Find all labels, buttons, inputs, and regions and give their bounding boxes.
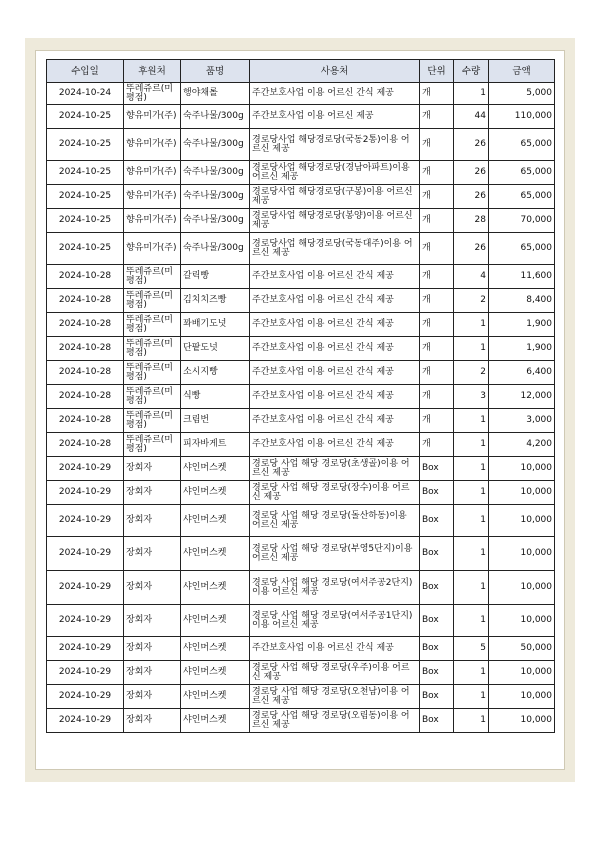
table-cell-item: 숙주나물/300g [181, 185, 250, 209]
table-cell-quantity: 1 [454, 457, 489, 481]
table-cell-usage: 경로당사업 해당경로당(봉양)이용 어르신 제공 [250, 209, 420, 233]
table-cell-usage: 경로당 사업 해당 경로당(여서주공1단지)이용 어르신 제공 [250, 605, 420, 637]
table-cell-amount: 6,400 [489, 361, 555, 385]
table-cell-donor: 뚜레쥬르(미평점) [124, 385, 181, 409]
table-cell-donor: 향유미가(주) [124, 105, 181, 129]
table-cell-item: 피자바게트 [181, 433, 250, 457]
table-cell-amount: 10,000 [489, 481, 555, 505]
table-cell-usage: 주간보호사업 이용 어르신 간식 제공 [250, 265, 420, 289]
table-cell-donor: 장회자 [124, 457, 181, 481]
table-cell-unit: 개 [420, 337, 454, 361]
table-cell-quantity: 1 [454, 571, 489, 605]
table-row [47, 505, 555, 537]
table-cell-quantity: 1 [454, 537, 489, 571]
table-cell-quantity: 1 [454, 661, 489, 685]
table-cell-date: 2024-10-25 [47, 233, 124, 265]
table-row [47, 105, 555, 129]
table-cell-quantity: 1 [454, 481, 489, 505]
table-row [47, 409, 555, 433]
table-cell-usage: 경로당사업 해당경로당(국동대주)이용 어르신 제공 [250, 233, 420, 265]
table-cell-date: 2024-10-29 [47, 685, 124, 709]
table-cell-item: 숙주나물/300g [181, 233, 250, 265]
table-cell-amount: 4,200 [489, 433, 555, 457]
header-amount: 금액 [489, 60, 555, 83]
table-cell-usage: 경로당 사업 해당 경로당(오천남)이용 어르신 제공 [250, 685, 420, 709]
table-cell-unit: Box [420, 709, 454, 733]
table-cell-usage: 경로당 사업 해당 경로당(돌산하동)이용 어르신 제공 [250, 505, 420, 537]
table-cell-usage: 경로당 사업 해당 경로당(부영5단지)이용 어르신 제공 [250, 537, 420, 571]
table-cell-item: 샤인머스켓 [181, 537, 250, 571]
header-date: 수입일 [47, 60, 124, 83]
table-cell-usage: 주간보호사업 이용 어르신 간식 제공 [250, 289, 420, 313]
table-cell-item: 식빵 [181, 385, 250, 409]
table-header-row [47, 60, 555, 83]
table-cell-amount: 12,000 [489, 385, 555, 409]
donation-ledger-table [46, 59, 555, 733]
table-body [47, 83, 555, 733]
table-row [47, 289, 555, 313]
table-cell-donor: 장회자 [124, 661, 181, 685]
table-cell-donor: 뚜레쥬르(미평점) [124, 313, 181, 337]
table-cell-amount: 110,000 [489, 105, 555, 129]
table-cell-quantity: 28 [454, 209, 489, 233]
table-row [47, 385, 555, 409]
table-cell-donor: 뚜레쥬르(미평점) [124, 337, 181, 361]
table-cell-unit: 개 [420, 313, 454, 337]
table-cell-unit: 개 [420, 209, 454, 233]
table-cell-quantity: 1 [454, 505, 489, 537]
table-cell-date: 2024-10-29 [47, 571, 124, 605]
table-row [47, 661, 555, 685]
table-cell-item: 숙주나물/300g [181, 161, 250, 185]
table-cell-donor: 장회자 [124, 481, 181, 505]
table-cell-unit: Box [420, 537, 454, 571]
table-cell-amount: 65,000 [489, 233, 555, 265]
page-background-frame [25, 38, 575, 782]
table-row [47, 313, 555, 337]
table-cell-item: 행야채롤 [181, 83, 250, 105]
table-cell-amount: 10,000 [489, 685, 555, 709]
header-unit: 단위 [420, 60, 454, 83]
table-cell-date: 2024-10-24 [47, 83, 124, 105]
table-cell-quantity: 2 [454, 289, 489, 313]
table-cell-donor: 뚜레쥬르(미평점) [124, 361, 181, 385]
table-cell-unit: Box [420, 685, 454, 709]
table-cell-donor: 장회자 [124, 571, 181, 605]
table-row [47, 709, 555, 733]
table-cell-amount: 1,900 [489, 337, 555, 361]
header-item: 품명 [181, 60, 250, 83]
table-cell-donor: 장회자 [124, 505, 181, 537]
table-cell-amount: 11,600 [489, 265, 555, 289]
table-cell-donor: 향유미가(주) [124, 233, 181, 265]
table-cell-item: 샤인머스켓 [181, 685, 250, 709]
table-cell-amount: 10,000 [489, 571, 555, 605]
table-cell-amount: 10,000 [489, 661, 555, 685]
table-cell-amount: 65,000 [489, 161, 555, 185]
table-row [47, 129, 555, 161]
table-cell-quantity: 1 [454, 605, 489, 637]
table-cell-quantity: 5 [454, 637, 489, 661]
table-cell-date: 2024-10-29 [47, 505, 124, 537]
table-cell-unit: Box [420, 457, 454, 481]
table-cell-unit: 개 [420, 289, 454, 313]
table-cell-donor: 뚜레쥬르(미평점) [124, 265, 181, 289]
table-cell-donor: 뚜레쥬르(미평점) [124, 83, 181, 105]
table-cell-item: 샤인머스켓 [181, 709, 250, 733]
table-cell-usage: 경로당 사업 해당 경로당(장수)이용 어르신 제공 [250, 481, 420, 505]
table-cell-quantity: 4 [454, 265, 489, 289]
table-cell-donor: 장회자 [124, 685, 181, 709]
table-row [47, 605, 555, 637]
table-row [47, 337, 555, 361]
table-cell-date: 2024-10-25 [47, 105, 124, 129]
table-cell-unit: Box [420, 605, 454, 637]
table-cell-unit: 개 [420, 83, 454, 105]
table-cell-quantity: 1 [454, 337, 489, 361]
table-cell-date: 2024-10-28 [47, 433, 124, 457]
table-cell-item: 샤인머스켓 [181, 661, 250, 685]
table-cell-date: 2024-10-25 [47, 129, 124, 161]
table-cell-date: 2024-10-28 [47, 409, 124, 433]
table-cell-usage: 주간보호사업 이용 어르신 간식 제공 [250, 83, 420, 105]
table-cell-amount: 10,000 [489, 537, 555, 571]
table-cell-quantity: 1 [454, 83, 489, 105]
table-cell-quantity: 1 [454, 313, 489, 337]
table-cell-amount: 65,000 [489, 185, 555, 209]
table-cell-unit: 개 [420, 409, 454, 433]
table-cell-date: 2024-10-28 [47, 313, 124, 337]
table-row [47, 537, 555, 571]
table-cell-amount: 10,000 [489, 457, 555, 481]
table-cell-unit: Box [420, 637, 454, 661]
table-cell-donor: 향유미가(주) [124, 209, 181, 233]
table-cell-usage: 경로당사업 해당경로당(경남아파트)이용 어르신 제공 [250, 161, 420, 185]
table-cell-usage: 경로당사업 해당경로당(국동2통)이용 어르신 제공 [250, 129, 420, 161]
table-cell-item: 갈릭빵 [181, 265, 250, 289]
table-cell-date: 2024-10-29 [47, 457, 124, 481]
table-cell-donor: 장회자 [124, 709, 181, 733]
table-cell-amount: 50,000 [489, 637, 555, 661]
table-row [47, 361, 555, 385]
table-cell-unit: 개 [420, 233, 454, 265]
table-cell-amount: 1,900 [489, 313, 555, 337]
table-cell-donor: 장회자 [124, 605, 181, 637]
table-cell-date: 2024-10-28 [47, 361, 124, 385]
table-cell-date: 2024-10-28 [47, 337, 124, 361]
table-cell-item: 꽈배기도넛 [181, 313, 250, 337]
table-cell-usage: 경로당 사업 해당 경로당(초생골)이용 어르신 제공 [250, 457, 420, 481]
table-cell-item: 샤인머스켓 [181, 457, 250, 481]
header-quantity: 수량 [454, 60, 489, 83]
table-cell-donor: 뚜레쥬르(미평점) [124, 409, 181, 433]
table-cell-date: 2024-10-29 [47, 537, 124, 571]
table-cell-quantity: 1 [454, 709, 489, 733]
table-cell-donor: 장회자 [124, 637, 181, 661]
table-cell-date: 2024-10-29 [47, 605, 124, 637]
table-cell-donor: 향유미가(주) [124, 185, 181, 209]
table-cell-unit: Box [420, 481, 454, 505]
header-donor: 후원처 [124, 60, 181, 83]
table-cell-quantity: 44 [454, 105, 489, 129]
table-cell-item: 숙주나물/300g [181, 209, 250, 233]
table-cell-amount: 10,000 [489, 709, 555, 733]
table-cell-unit: 개 [420, 433, 454, 457]
table-cell-item: 샤인머스켓 [181, 637, 250, 661]
table-cell-date: 2024-10-29 [47, 709, 124, 733]
table-cell-item: 크림번 [181, 409, 250, 433]
table-cell-usage: 주간보호사업 이용 어르신 간식 제공 [250, 409, 420, 433]
table-cell-date: 2024-10-29 [47, 661, 124, 685]
table-cell-donor: 장회자 [124, 537, 181, 571]
table-cell-date: 2024-10-29 [47, 481, 124, 505]
document-sheet [35, 50, 565, 770]
table-cell-unit: 개 [420, 385, 454, 409]
table-cell-usage: 주간보호사업 이용 어르신 간식 제공 [250, 361, 420, 385]
table-cell-quantity: 3 [454, 385, 489, 409]
table-cell-unit: 개 [420, 105, 454, 129]
table-cell-quantity: 26 [454, 129, 489, 161]
table-cell-item: 숙주나물/300g [181, 129, 250, 161]
table-cell-usage: 주간보호사업 이용 어르신 간식 제공 [250, 385, 420, 409]
table-cell-donor: 향유미가(주) [124, 161, 181, 185]
table-cell-date: 2024-10-28 [47, 289, 124, 313]
table-row [47, 481, 555, 505]
table-cell-item: 샤인머스켓 [181, 605, 250, 637]
table-cell-usage: 주간보호사업 이용 어르신 제공 [250, 105, 420, 129]
table-cell-item: 소시지빵 [181, 361, 250, 385]
table-cell-item: 단팥도넛 [181, 337, 250, 361]
table-cell-date: 2024-10-28 [47, 385, 124, 409]
table-cell-unit: Box [420, 571, 454, 605]
table-cell-usage: 경로당 사업 해당 경로당(오림동)이용 어르신 제공 [250, 709, 420, 733]
table-row [47, 265, 555, 289]
table-row [47, 233, 555, 265]
table-cell-usage: 경로당 사업 해당 경로당(여서주공2단지)이용 어르신 제공 [250, 571, 420, 605]
table-cell-usage: 경로당 사업 해당 경로당(우주)이용 어르신 제공 [250, 661, 420, 685]
table-cell-unit: 개 [420, 265, 454, 289]
table-cell-amount: 65,000 [489, 129, 555, 161]
table-cell-quantity: 26 [454, 185, 489, 209]
table-cell-usage: 주간보호사업 이용 어르신 간식 제공 [250, 637, 420, 661]
table-row [47, 637, 555, 661]
table-cell-amount: 8,400 [489, 289, 555, 313]
table-cell-unit: Box [420, 505, 454, 537]
table-row [47, 83, 555, 105]
table-row [47, 161, 555, 185]
table-cell-date: 2024-10-29 [47, 637, 124, 661]
table-row [47, 457, 555, 481]
table-cell-amount: 70,000 [489, 209, 555, 233]
table-cell-unit: Box [420, 661, 454, 685]
table-cell-donor: 뚜레쥬르(미평점) [124, 433, 181, 457]
table-cell-usage: 주간보호사업 이용 어르신 간식 제공 [250, 313, 420, 337]
table-row [47, 685, 555, 709]
table-cell-usage: 주간보호사업 이용 어르신 간식 제공 [250, 337, 420, 361]
table-cell-date: 2024-10-25 [47, 185, 124, 209]
table-cell-amount: 10,000 [489, 505, 555, 537]
table-cell-item: 샤인머스켓 [181, 571, 250, 605]
table-cell-item: 샤인머스켓 [181, 481, 250, 505]
table-cell-date: 2024-10-28 [47, 265, 124, 289]
table-cell-quantity: 2 [454, 361, 489, 385]
table-cell-donor: 향유미가(주) [124, 129, 181, 161]
table-cell-quantity: 1 [454, 409, 489, 433]
table-cell-amount: 3,000 [489, 409, 555, 433]
table-cell-unit: 개 [420, 161, 454, 185]
table-cell-item: 샤인머스켓 [181, 505, 250, 537]
table-row [47, 571, 555, 605]
table-cell-amount: 10,000 [489, 605, 555, 637]
table-cell-unit: 개 [420, 129, 454, 161]
table-cell-date: 2024-10-25 [47, 161, 124, 185]
table-cell-amount: 5,000 [489, 83, 555, 105]
table-cell-donor: 뚜레쥬르(미평점) [124, 289, 181, 313]
table-cell-usage: 경로당사업 해당경로당(구봉)이용 어르신 제공 [250, 185, 420, 209]
table-row [47, 433, 555, 457]
table-cell-unit: 개 [420, 185, 454, 209]
table-cell-quantity: 1 [454, 433, 489, 457]
header-usage: 사용처 [250, 60, 420, 83]
table-cell-unit: 개 [420, 361, 454, 385]
table-row [47, 209, 555, 233]
table-cell-quantity: 26 [454, 233, 489, 265]
table-cell-usage: 주간보호사업 이용 어르신 간식 제공 [250, 433, 420, 457]
table-cell-quantity: 26 [454, 161, 489, 185]
table-cell-quantity: 1 [454, 685, 489, 709]
table-cell-date: 2024-10-25 [47, 209, 124, 233]
table-row [47, 185, 555, 209]
table-cell-item: 숙주나물/300g [181, 105, 250, 129]
table-cell-item: 김치치즈빵 [181, 289, 250, 313]
